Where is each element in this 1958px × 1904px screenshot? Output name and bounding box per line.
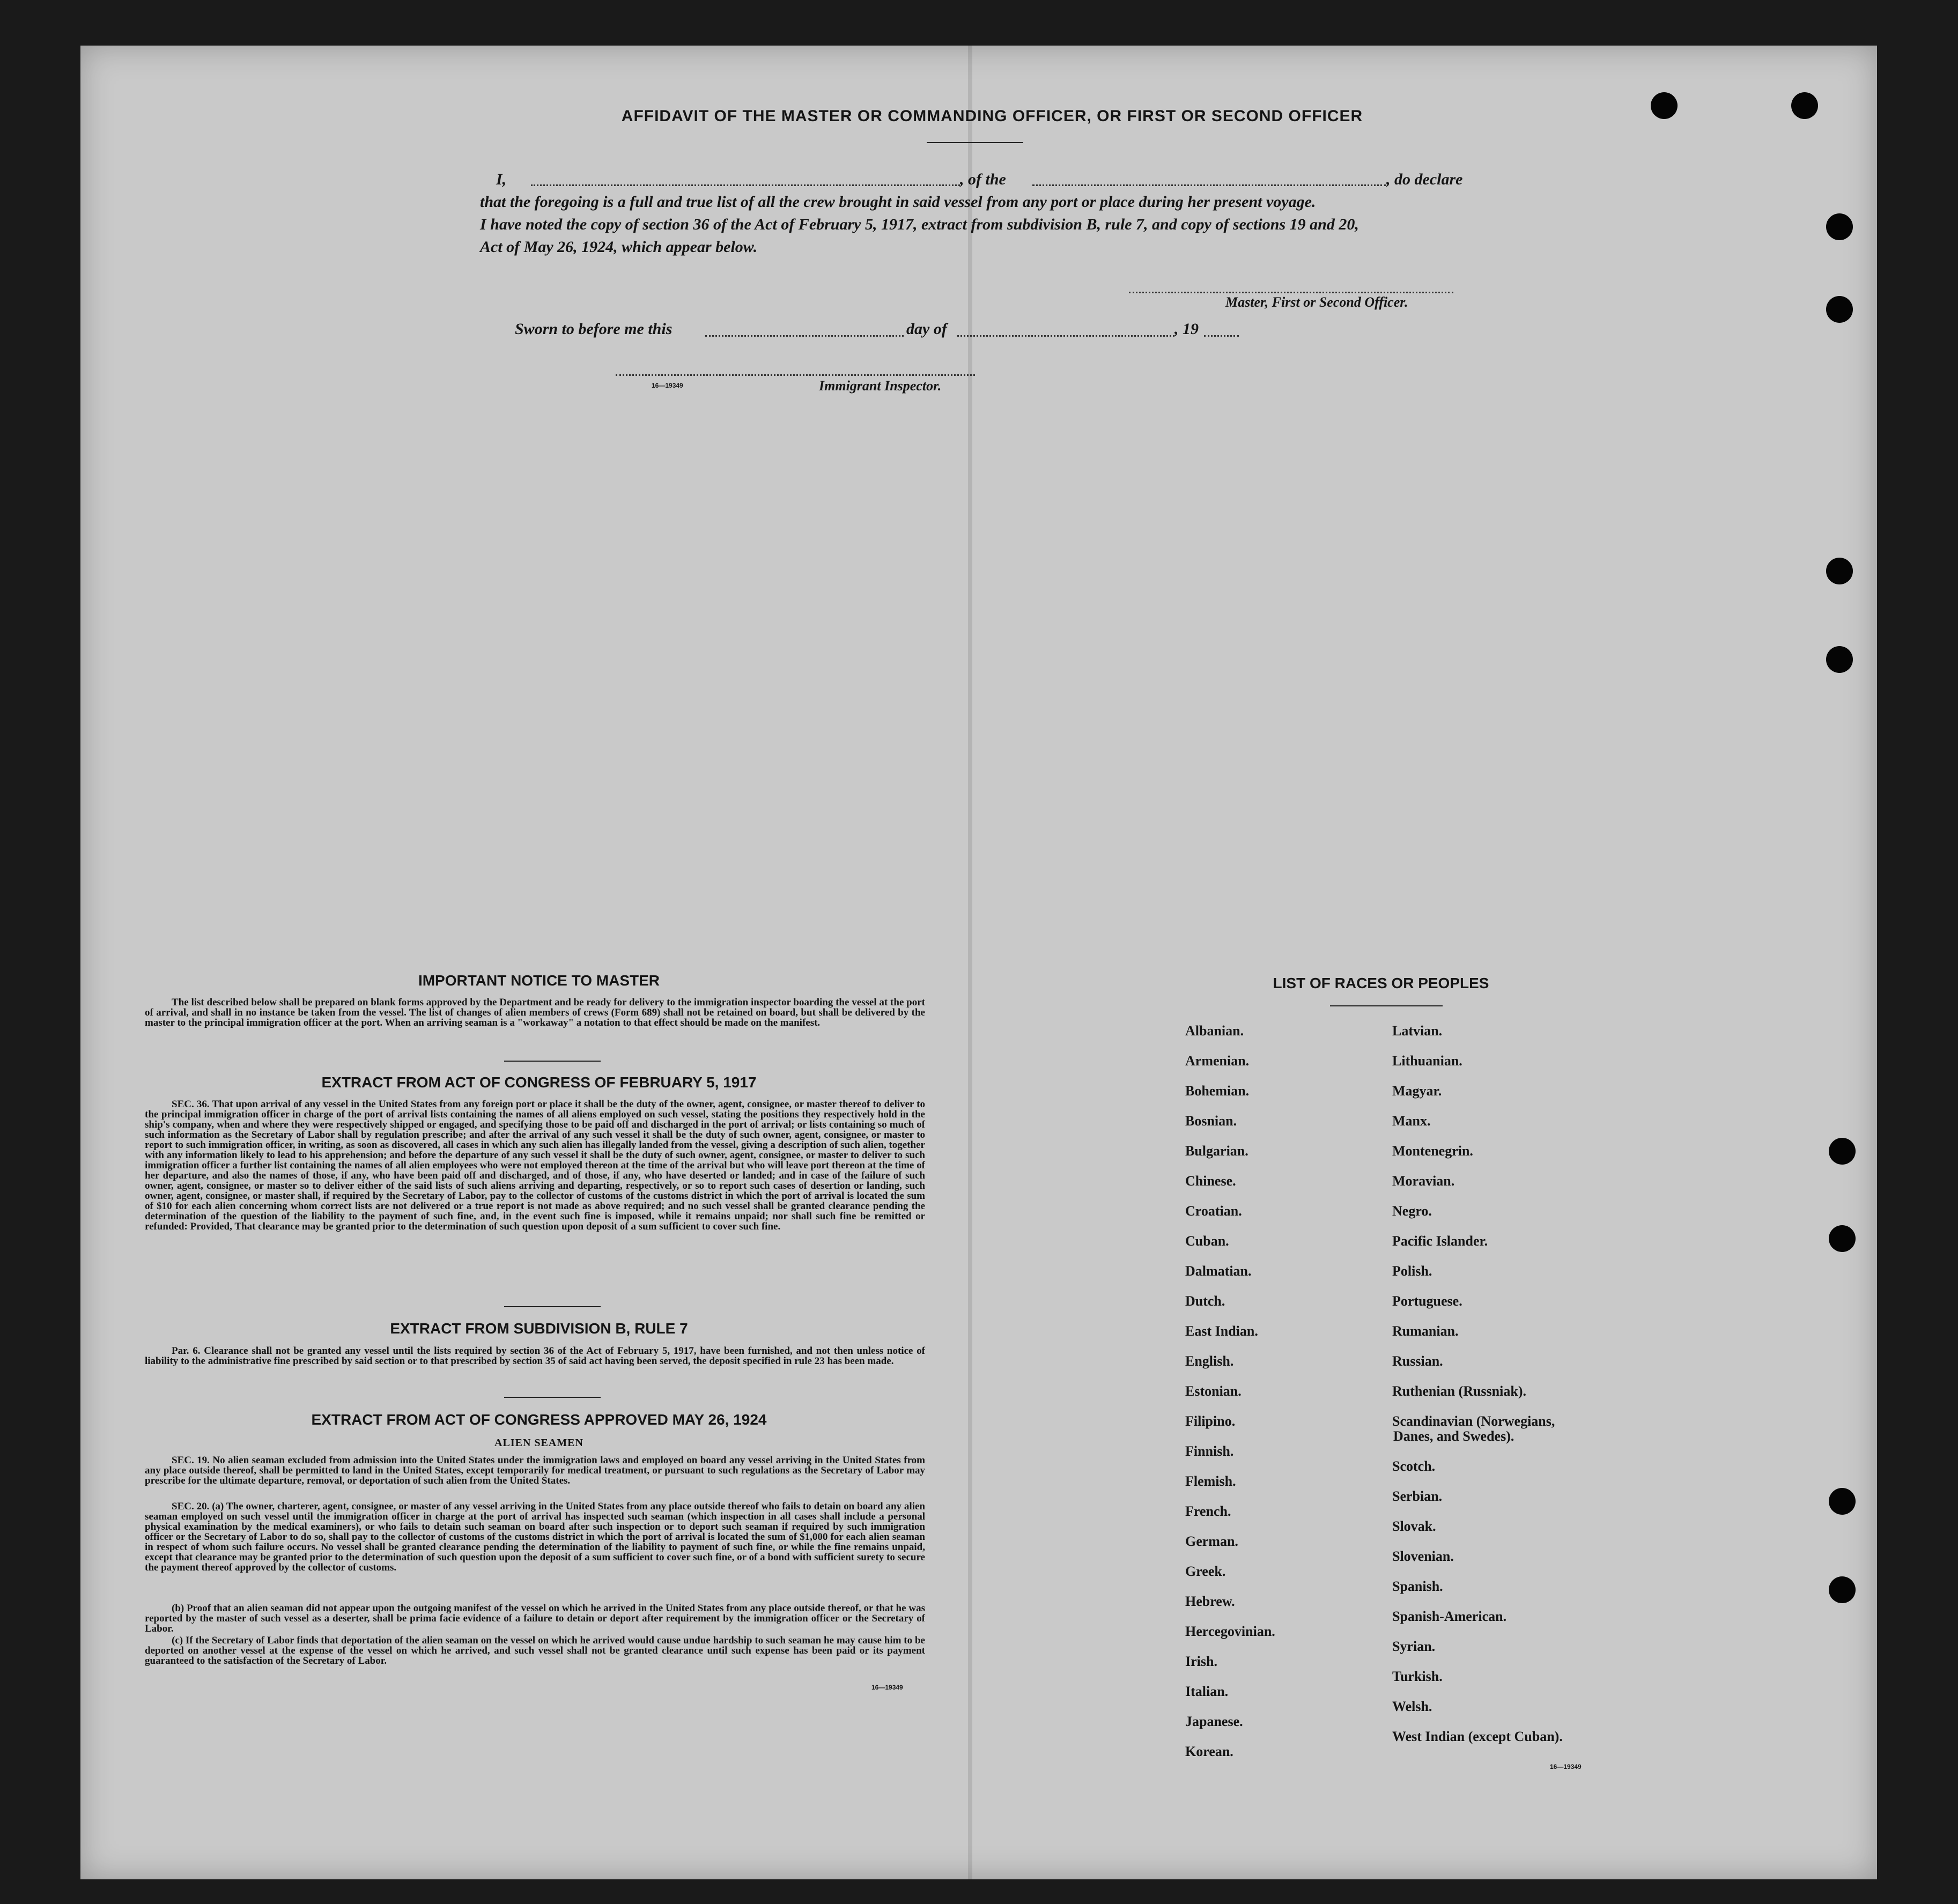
race-item: Japanese. [1185, 1714, 1243, 1729]
affidavit-line-4: Act of May 26, 1924, which appear below. [480, 238, 758, 256]
race-item: Bosnian. [1185, 1113, 1237, 1129]
section-divider [504, 1061, 601, 1062]
race-item: Finnish. [1185, 1443, 1234, 1459]
race-item: French. [1185, 1503, 1231, 1519]
race-item: Serbian. [1392, 1488, 1443, 1504]
name-blank [531, 184, 960, 186]
section-divider [504, 1306, 601, 1307]
sec20c-text: (c) If the Secretary of Labor finds that deportation of the alien seaman on the vessel on which he arrived would cause undue hardship to such seaman he may cause him to be deported on another vessel at the expense of the vessel on which he arrived, and such vessel shall not be granted clearance until such expense has been paid or its payment guaranteed to the satisfaction of the Secretary of Labor. [145, 1635, 925, 1666]
race-item-continued: Danes, and Swedes). [1393, 1428, 1514, 1444]
punch-hole [1829, 1225, 1856, 1252]
race-item: Korean. [1185, 1744, 1233, 1759]
vessel-blank [1032, 184, 1386, 186]
races-divider [1330, 1005, 1443, 1006]
race-item: Spanish-American. [1392, 1609, 1507, 1624]
day-blank [705, 335, 904, 337]
race-item: German. [1185, 1533, 1238, 1549]
punch-hole [1826, 646, 1853, 673]
races-form-number: 16—19349 [1550, 1763, 1582, 1770]
sec19-text: SEC. 19. No alien seaman excluded from admission into the United States under the immigration laws and employed on board any vessel arriving in the United States from any place outside thereof, shall be permitted to land in the United States, except temporarily for medical treatment, or pursuant to such regulations as the Secretary of Labor may prescribe for the ultimate departure, removal, or deportation of such alien from the United States. [145, 1455, 925, 1486]
race-item: Slovak. [1392, 1518, 1436, 1534]
punch-hole [1826, 296, 1853, 323]
notice-text: The list described below shall be prepared on blank forms approved by the Department and be ready for delivery to the immigration inspector boarding the vessel at the port of arrival, and shall in no instance be taken from the vessel. The list of changes of alien members of crews (Form 689) shall not be retained on board, but shall be delivered by the master to the principal immigration officer at the port. When an arriving seaman is a "workaway" a notation to that effect should be made on the manifest. [145, 997, 925, 1028]
affidavit-i: I, [496, 171, 507, 188]
punch-hole [1829, 1138, 1856, 1165]
race-item: Welsh. [1392, 1699, 1432, 1714]
race-item: Irish. [1185, 1654, 1217, 1669]
race-item: Filipino. [1185, 1413, 1236, 1429]
race-item: Moravian. [1392, 1173, 1455, 1189]
race-item: Russian. [1392, 1353, 1443, 1369]
race-item: Manx. [1392, 1113, 1431, 1129]
affidavit-form-number: 16—19349 [652, 382, 683, 389]
sec20a-text: SEC. 20. (a) The owner, charterer, agent, consignee, or master of any vessel arriving in the United States from any place outside thereof who fails to detain on board any alien seaman employed on such vessel until the immigration officer in charge at the port of arrival has inspected such seaman (which inspection in all cases shall include a personal physical examination by the medical examiners), or who fails to detain such seaman on board after such inspection or to deport such seaman if required by such immigration officer or the Secretary of Labor to do so, shall pay to the collector of customs of the customs district in which the port of arrival is located the sum of $1,000 for each alien seaman in respect of whom such failure occurs. No vessel shall be granted clearance pending the determination of the liability to payment of such fine, or while the fine remains unpaid, except that clearance may be granted prior to the determination of such question upon the deposit of a sum sufficient to cover such fine, or of a bond with sufficient surety to secure the payment thereof approved by the collector of customs. [145, 1501, 925, 1573]
affidavit-do-declare: , do declare [1386, 171, 1463, 188]
race-item: Greek. [1185, 1564, 1226, 1579]
race-item: Latvian. [1392, 1023, 1443, 1039]
subdivision-b-text: Par. 6. Clearance shall not be granted any vessel until the lists required by section 36 of the Act of February 5, 1917, have been furnished, and not then unless notice of liability to the administrative fine prescribed by said section or to that prescribed by section 35 of said act having been served, the deposit specified in rule 23 has been made. [145, 1345, 925, 1367]
race-item: Pacific Islander. [1392, 1233, 1488, 1249]
race-item: Italian. [1185, 1684, 1229, 1699]
extract-1917-text: SEC. 36. That upon arrival of any vessel in the United States from any foreign port or place it shall be the duty of the owner, agent, consignee, or master thereof to deliver to the principal immigration officer in charge of the port of arrival lists containing the names of all aliens employed on such vessel, stating the positions they respectively hold in the ship's company, when and where they were respectively shipped or engaged, and specifying those to be paid off and discharged in the port of arrival; or lists containing so much of such information as the Secretary of Labor shall by regulation prescribe; and after the arrival of any such vessel it shall be the duty of such owner, agent, consignee, or master to report to such immigration officer, in writing, as soon as discovered, all cases in which any such alien has illegally landed from the vessel, giving a description of such alien, together with any information likely to lead to his apprehension; and before the departure of any such vessel it shall be the duty of such owner, agent, consignee, or master to deliver to such immigration officer a further list containing the names of all alien employees who were not employed thereon at the time of the arrival but who will leave port thereon at the time of her departure, and also the names of those, if any, who have been paid off and discharged, and of those, if any, who have deserted or landed; and in case of the failure of such owner, agent, consignee, or master so to deliver either of the said lists of such aliens arriving and departing, respectively, or so to report such cases of desertion or landing, such owner, agent, consignee, or master shall, if required by the Secretary of Labor, pay to the collector of customs of the customs district in which the port of arrival is located the sum of $10 for each alien concerning whom correct lists are not delivered or a true report is not made as above required; and no such vessel shall be granted clearance pending the determination of the question of the liability to the payment of such fine, and, in the event such fine is imposed, while it remains unpaid; nor shall such fine be remitted or refunded: Provided, That clearance may be granted prior to the determination of such question upon deposit of a sum sufficient to cover such fine. [145, 1099, 925, 1232]
punch-hole [1826, 558, 1853, 584]
race-item: Slovenian. [1392, 1549, 1454, 1564]
race-item: Lithuanian. [1392, 1053, 1462, 1069]
race-item: Montenegrin. [1392, 1143, 1473, 1159]
race-item: Portuguese. [1392, 1293, 1462, 1309]
race-item: Scandinavian (Norwegians, [1392, 1413, 1555, 1429]
race-item: Dutch. [1185, 1293, 1225, 1309]
race-item: Negro. [1392, 1203, 1432, 1219]
race-item: Spanish. [1392, 1579, 1443, 1594]
affidavit-title: AFFIDAVIT OF THE MASTER OR COMMANDING OFFICER, OR FIRST OR SECOND OFFICER [621, 107, 1363, 125]
extract-1924-title: EXTRACT FROM ACT OF CONGRESS APPROVED MAY 26, 1924 [311, 1411, 767, 1428]
year-blank [1204, 335, 1239, 337]
race-item: Hercegovinian. [1185, 1624, 1275, 1639]
race-item: Ruthenian (Russniak). [1392, 1383, 1526, 1399]
race-item: English. [1185, 1353, 1234, 1369]
race-item: Turkish. [1392, 1669, 1443, 1684]
race-item: Croatian. [1185, 1203, 1242, 1219]
extract-form-number: 16—19349 [871, 1684, 903, 1691]
affidavit-of-the: , of the [960, 171, 1006, 188]
punch-hole [1829, 1488, 1856, 1515]
race-item: Albanian. [1185, 1023, 1244, 1039]
sworn-text: Sworn to before me this [515, 320, 673, 338]
extract-1917-title: EXTRACT FROM ACT OF CONGRESS OF FEBRUARY 5, 1917 [321, 1074, 757, 1091]
race-item: Hebrew. [1185, 1594, 1235, 1609]
punch-hole [1791, 92, 1818, 119]
page-fold [968, 46, 972, 1879]
signature-blank [1129, 292, 1453, 293]
race-item: Magyar. [1392, 1083, 1442, 1099]
extract-1924-subtitle: ALIEN SEAMEN [494, 1437, 583, 1449]
inspector-caption: Immigrant Inspector. [819, 378, 942, 394]
races-column-1 [1185, 1023, 1275, 1774]
punch-hole [1651, 92, 1678, 119]
year-prefix: , 19 [1174, 320, 1199, 338]
affidavit-line-3: I have noted the copy of section 36 of the Act of February 5, 1917, extract from subdivision B, rule 7, and copy of sections 19 and 20, [480, 216, 1359, 233]
race-item: Dalmatian. [1185, 1263, 1252, 1279]
subdivision-b-title: EXTRACT FROM SUBDIVISION B, RULE 7 [390, 1320, 688, 1337]
race-item: Syrian. [1392, 1639, 1436, 1654]
punch-hole [1826, 213, 1853, 240]
races-title: LIST OF RACES OR PEOPLES [1273, 975, 1489, 991]
race-item: Cuban. [1185, 1233, 1229, 1249]
race-item: Rumanian. [1392, 1323, 1459, 1339]
race-item: Estonian. [1185, 1383, 1242, 1399]
punch-hole [1829, 1576, 1856, 1603]
race-item: West Indian (except Cuban). [1392, 1729, 1563, 1744]
section-divider [504, 1397, 601, 1398]
race-item: Armenian. [1185, 1053, 1250, 1069]
affidavit-line-2: that the foregoing is a full and true list of all the crew brought in said vessel from any port or place during her present voyage. [480, 193, 1316, 211]
inspector-signature-blank [616, 374, 975, 376]
race-item: Flemish. [1185, 1473, 1236, 1489]
notice-title: IMPORTANT NOTICE TO MASTER [418, 972, 660, 989]
races-column-2 [1392, 1023, 1563, 1759]
sec20b-text: (b) Proof that an alien seaman did not appear upon the outgoing manifest of the vessel on which he arrived in the United States from any place outside thereof, or that he was reported by the master of such vessel as a deserter, shall be prima facie evidence of a failure to detain or deport after requirement by the immigration officer or the Secretary of Labor. [145, 1603, 925, 1634]
signature-caption: Master, First or Second Officer. [1225, 294, 1408, 310]
race-item: Scotch. [1392, 1458, 1436, 1474]
race-item: Chinese. [1185, 1173, 1236, 1189]
title-divider [927, 142, 1023, 143]
month-blank [957, 335, 1174, 337]
race-item: Polish. [1392, 1263, 1432, 1279]
day-of: day of [906, 320, 947, 338]
race-item: Bulgarian. [1185, 1143, 1248, 1159]
race-item: East Indian. [1185, 1323, 1258, 1339]
race-item: Bohemian. [1185, 1083, 1250, 1099]
